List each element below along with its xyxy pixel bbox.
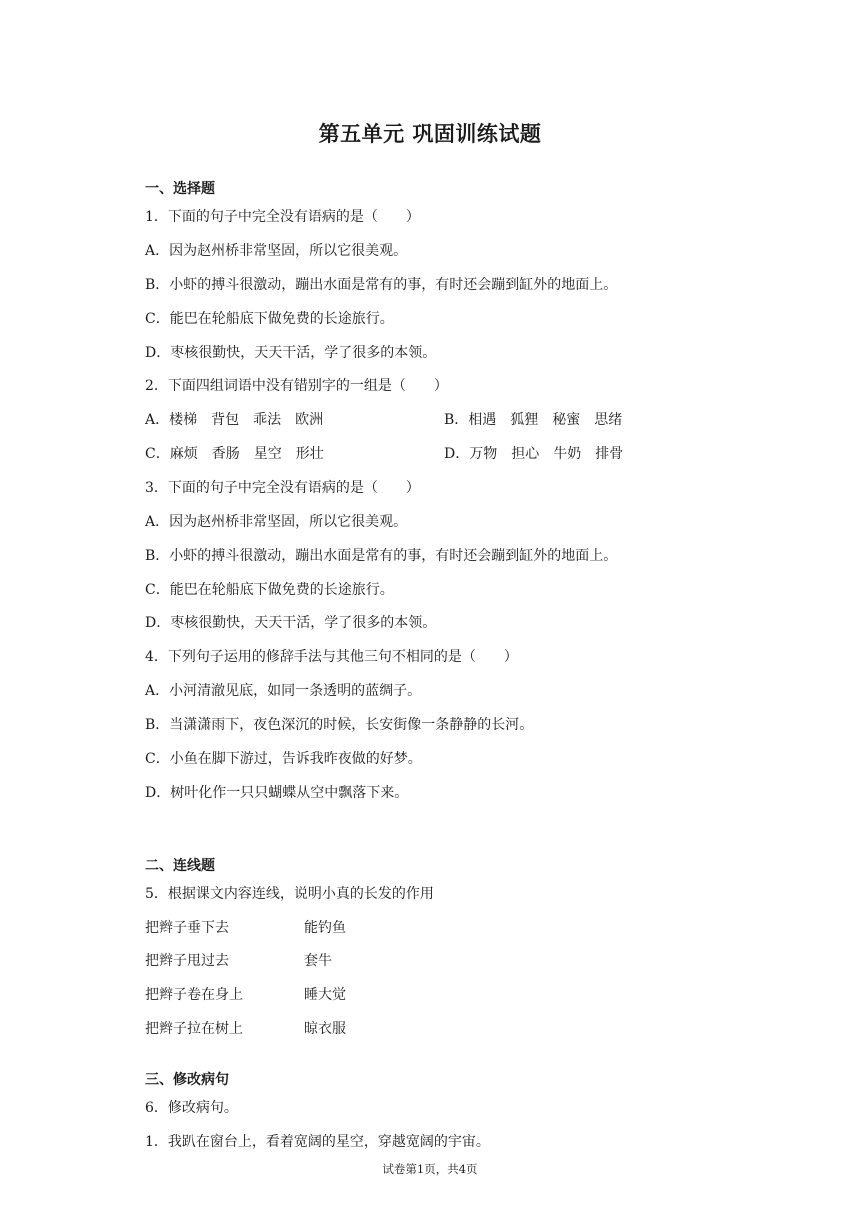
- question-4-option-d: D．树叶化作一只只蝴蝶从空中飘落下来。: [145, 785, 409, 801]
- question-2-option-b: B．相遇 狐狸 秘蜜 思绪: [444, 412, 623, 428]
- section-heading-correction: 三、修改病句: [145, 1072, 229, 1088]
- question-3-option-b: B．小虾的搏斗很激动，蹦出水面是常有的事，有时还会蹦到缸外的地面上。: [145, 548, 618, 564]
- question-4-option-b: B．当潇潇雨下，夜色深沉的时候，长安街像一条静静的长河。: [145, 717, 534, 733]
- question-3-option-d: D．枣核很勤快，天天干活，学了很多的本领。: [145, 615, 437, 631]
- question-1-option-d: D．枣核很勤快，天天干活，学了很多的本领。: [145, 345, 437, 361]
- section-heading-matching: 二、连线题: [145, 858, 215, 874]
- question-6-stem: 6．修改病句。: [145, 1100, 238, 1116]
- match-right-item: 套牛: [304, 953, 332, 969]
- question-1-option-c: C．能巴在轮船底下做免费的长途旅行。: [145, 311, 394, 327]
- question-1-option-b: B．小虾的搏斗很激动，蹦出水面是常有的事，有时还会蹦到缸外的地面上。: [145, 277, 618, 293]
- question-2-option-a: A．楼梯 背包 乖法 欧洲: [145, 412, 324, 428]
- question-3-option-c: C．能巴在轮船底下做免费的长途旅行。: [145, 582, 394, 598]
- question-3-stem: 3．下面的句子中完全没有语病的是（ ）: [145, 480, 420, 496]
- question-4-option-a: A．小河清澈见底，如同一条透明的蓝绸子。: [145, 683, 422, 699]
- match-left-item: 把辫子甩过去: [145, 953, 229, 969]
- question-3-option-a: A．因为赵州桥非常坚固，所以它很美观。: [145, 514, 408, 530]
- match-right-item: 晾衣服: [304, 1021, 346, 1037]
- page-footer: 试卷第1页，共4页: [382, 1162, 478, 1176]
- question-1-option-a: A．因为赵州桥非常坚固，所以它很美观。: [145, 243, 408, 259]
- question-2-stem: 2．下面四组词语中没有错别字的一组是（ ）: [145, 378, 448, 394]
- question-5-stem: 5．根据课文内容连线，说明小真的长发的作用: [145, 886, 434, 902]
- match-right-item: 能钓鱼: [304, 920, 346, 936]
- section-heading-choice: 一、选择题: [145, 181, 215, 197]
- question-1-stem: 1．下面的句子中完全没有语病的是（ ）: [145, 209, 420, 225]
- match-left-item: 把辫子拉在树上: [145, 1021, 243, 1037]
- match-right-item: 睡大觉: [304, 987, 346, 1003]
- question-2-option-c: C．麻烦 香肠 星空 形壮: [145, 446, 324, 462]
- match-left-item: 把辫子卷在身上: [145, 987, 243, 1003]
- match-left-item: 把辫子垂下去: [145, 920, 229, 936]
- page-title: 第五单元 巩固训练试题: [318, 122, 542, 146]
- question-4-option-c: C．小鱼在脚下游过，告诉我昨夜做的好梦。: [145, 751, 422, 767]
- question-2-option-d: D．万物 担心 牛奶 排骨: [444, 446, 624, 462]
- correction-sentence-1: 1．我趴在窗台上，看着宽阔的星空，穿越宽阔的宇宙。: [145, 1134, 490, 1150]
- question-4-stem: 4．下列句子运用的修辞手法与其他三句不相同的是（ ）: [145, 649, 518, 665]
